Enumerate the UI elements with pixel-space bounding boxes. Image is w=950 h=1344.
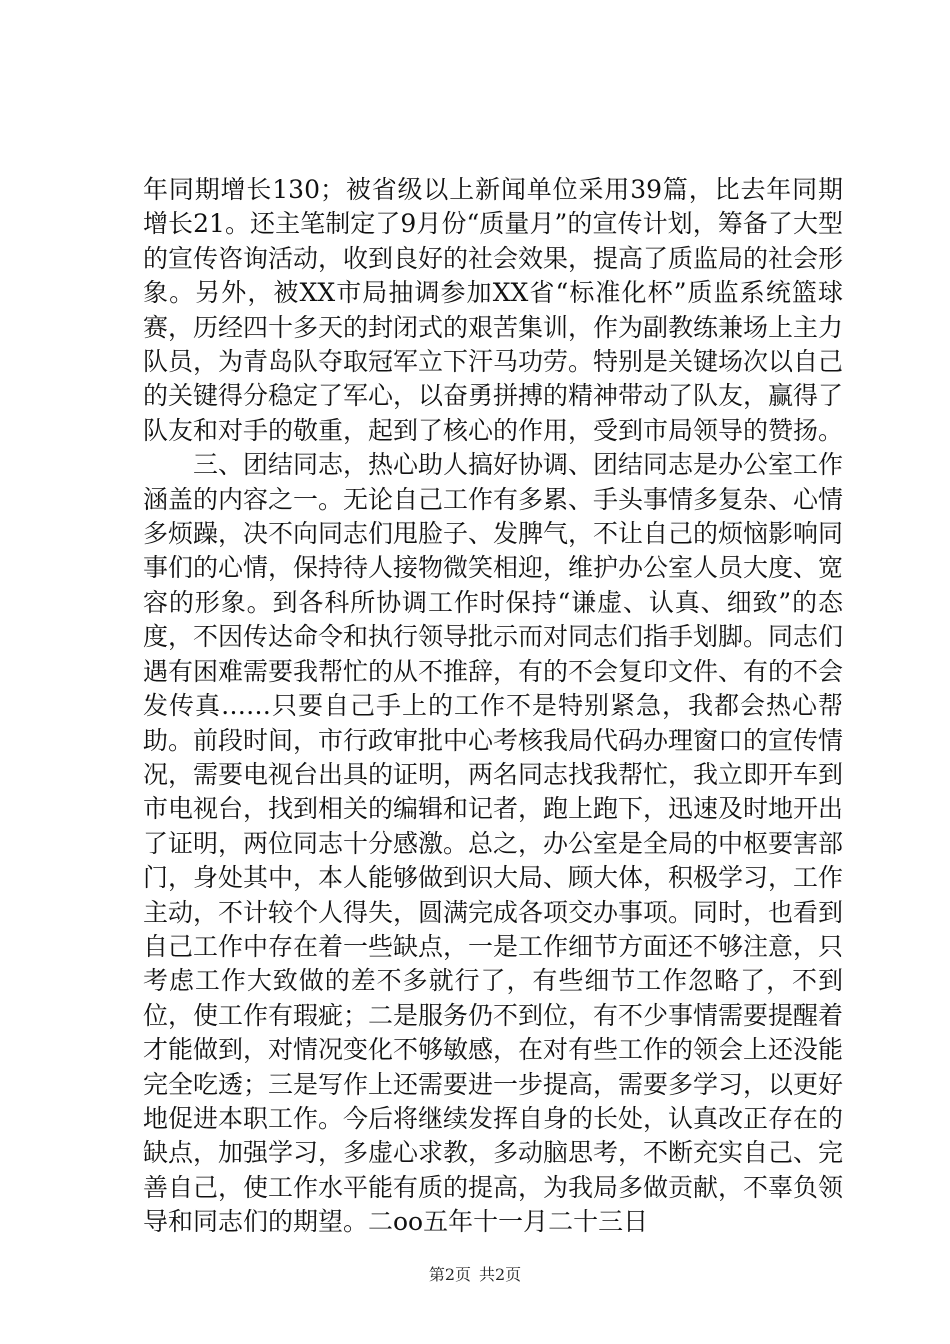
page-number: 第2页 <box>428 1265 471 1284</box>
document-body <box>143 173 843 1240</box>
paragraph-2: 三、团结同志，热心助人搞好协调、团结同志是办公室工作涵盖的内容之一。无论自己工作有多累、手头事情多复杂、心情多烦躁，决不向同志们甩脸子、发脾气，不让自己的烦恼影响同事们的心情，保持待人接物微笑相迎，维护办公室人员大度、宽容的形象。到各科所协调工作时保持“谦虚、认真、细致”的态度，不因传达命令和执行领导批示而对同志们指手划脚。同志们遇有困难需要我帮忙的从不推辞，有的不会复印文件、有的不会发传真……只要自己手上的工作不是特别紧急，我都会热心帮助。前段时间，市行政审批中心考核我局代码办理窗口的宣传情况，需要电视台出具的证明，两名同志找我帮忙，我立即开车到市电视台，找到相关的编辑和记者，跑上跑下，迅速及时地开出了证明，两位同志十分感激。总之，办公室是全局的中枢要害部门，身处其中，本人能够做到识大局、顾大体，积极学习，工作主动，不计较个人得失，圆满完成各项交办事项。同时，也看到自己工作中存在着一些缺点，一是工作细节方面还不够注意，只考虑工作大致做的差不多就行了，有些细节工作忽略了，不到位，使工作有瑕疵；二是服务仍不到位，有不少事情需要提醒着才能做到，对情况变化不够敏感，在对有些工作的领会上还没能完全吃透；三是写作上还需要进一步提高，需要多学习，以更好地促进本职工作。今后将继续发挥自身的长处，认真改正存在的缺点，加强学习，多虚心求教，多动脑思考，不断充实自己、完善自己，使工作水平能有质的提高，为我局多做贡献，不辜负领导和同志们的期望。二oo五年十一月二十三日 <box>143 450 844 1237</box>
page-footer <box>0 1265 950 1285</box>
paragraph-1: 年同期增长130；被省级以上新闻单位采用39篇，比去年同期增长21。还主笔制定了9月份“质量月”的宣传计划，筹备了大型的宣传咨询活动，收到良好的社会效果，提高了质监局的社会形象。另外，被XX市局抽调参加XX省“标准化杯”质监系统篮球赛，历经四十多天的封闭式的艰苦集训，作为副教练兼场上主力队员，为青岛队夺取冠军立下汗马功劳。特别是关键场次以自己的关键得分稳定了军心，以奋勇拼搏的精神带动了队友，赢得了队友和对手的敬重，起到了核心的作用，受到市局领导的赞扬。 <box>143 175 844 445</box>
page-total: 共2页 <box>479 1265 522 1284</box>
